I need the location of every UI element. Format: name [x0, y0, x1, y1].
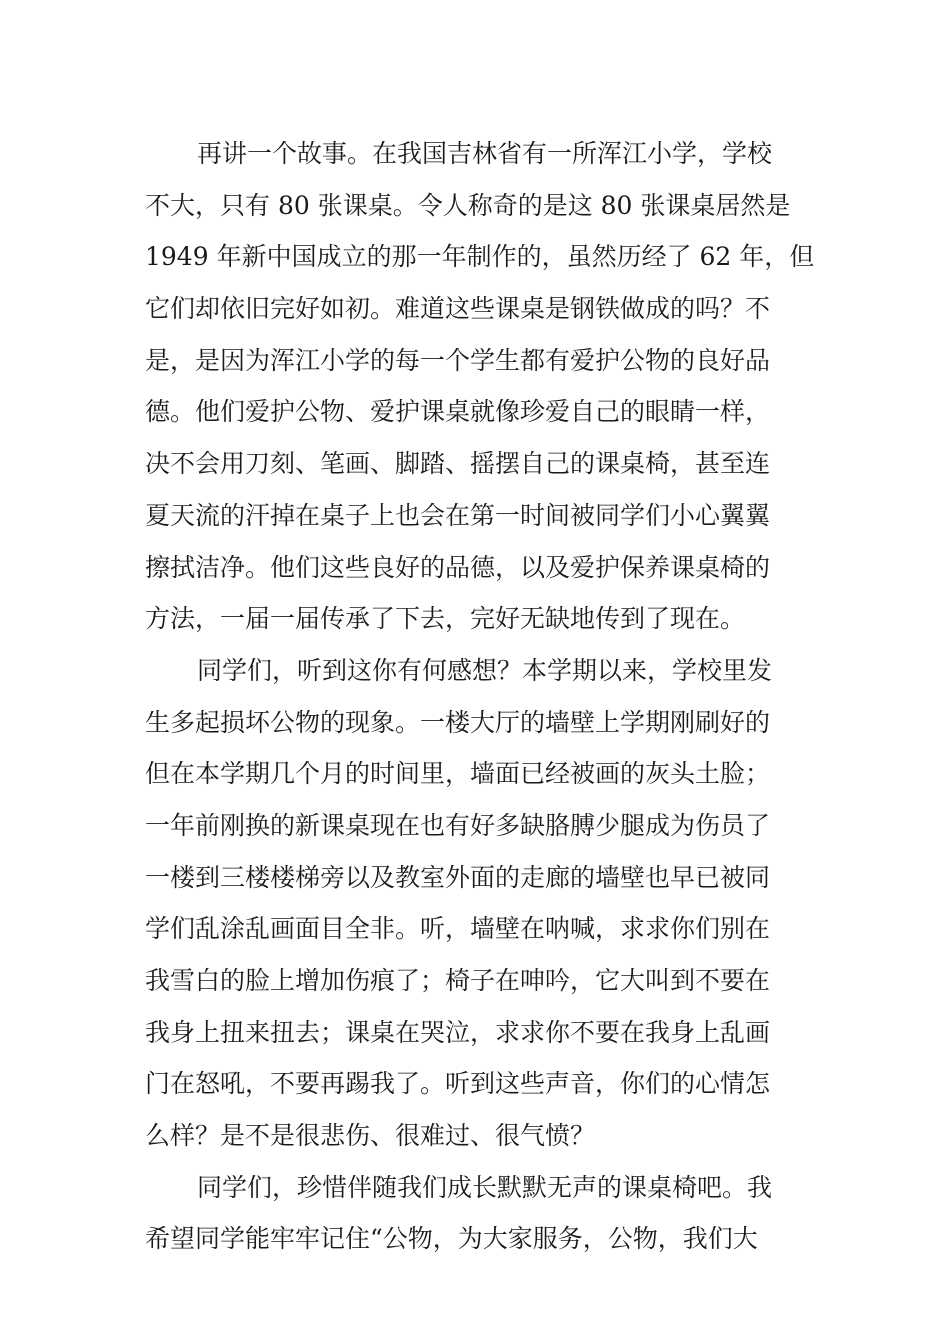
paragraph-line: 它们却依旧完好如初。难道这些课桌是钢铁做成的吗？不	[145, 294, 771, 324]
paragraph-line: 同学们，珍惜伴随我们成长默默无声的课桌椅吧。我	[197, 1172, 773, 1202]
paragraph-line: 门在怒吼，不要再踢我了。听到这些声音，你们的心情怎	[145, 1069, 771, 1099]
paragraph-line: 决不会用刀刻、笔画、脚踏、摇摆自己的课桌椅，甚至连	[145, 449, 771, 479]
paragraph-line: 是，是因为浑江小学的每一个学生都有爱护公物的良好品	[145, 345, 771, 375]
paragraph-line: 夏天流的汗掉在桌子上也会在第一时间被同学们小心翼翼	[145, 500, 771, 530]
paragraph-line: 学们乱涂乱画面目全非。听，墙壁在呐喊，求求你们别在	[145, 914, 771, 944]
paragraph-line: 但在本学期几个月的时间里，墙面已经被画的灰头土脸；	[145, 759, 771, 789]
paragraph-line: 不大，只有 80 张课桌。令人称奇的是这 80 张课桌居然是	[145, 190, 791, 220]
paragraph-line: 方法，一届一届传承了下去，完好无缺地传到了现在。	[145, 604, 746, 634]
paragraph-line: 我雪白的脸上增加伤痕了；椅子在呻吟，它大叫到不要在	[145, 966, 771, 995]
paragraph-line: 一楼到三楼楼梯旁以及教室外面的走廊的墙壁也早已被同	[145, 862, 771, 892]
paragraph-line: 一年前刚换的新课桌现在也有好多缺胳膊少腿成为伤员了	[145, 810, 771, 840]
paragraph-line: 生多起损坏公物的现象。一楼大厅的墙壁上学期刚刷好的	[145, 707, 771, 737]
paragraph-line: 同学们，听到这你有何感想？本学期以来，学校里发	[197, 655, 773, 685]
paragraph-line: 再讲一个故事。在我国吉林省有一所浑江小学，学校	[197, 139, 773, 168]
body-text	[145, 128, 815, 1265]
paragraph-line: 么样？是不是很悲伤、很难过、很气愤？	[145, 1121, 596, 1151]
paragraph-line: 希望同学能牢牢记住“公物，为大家服务，公物，我们大	[145, 1224, 758, 1254]
paragraph-line: 我身上扭来扭去；课桌在哭泣，求求你不要在我身上乱画	[145, 1017, 771, 1047]
paragraph-line: 德。他们爱护公物、爱护课桌就像珍爱自己的眼睛一样，	[145, 397, 771, 427]
paragraph-line: 1949 年新中国成立的那一年制作的，虽然历经了 62 年，但	[145, 242, 815, 272]
paragraph-line: 擦拭洁净。他们这些良好的品德，以及爱护保养课桌椅的	[145, 552, 771, 582]
